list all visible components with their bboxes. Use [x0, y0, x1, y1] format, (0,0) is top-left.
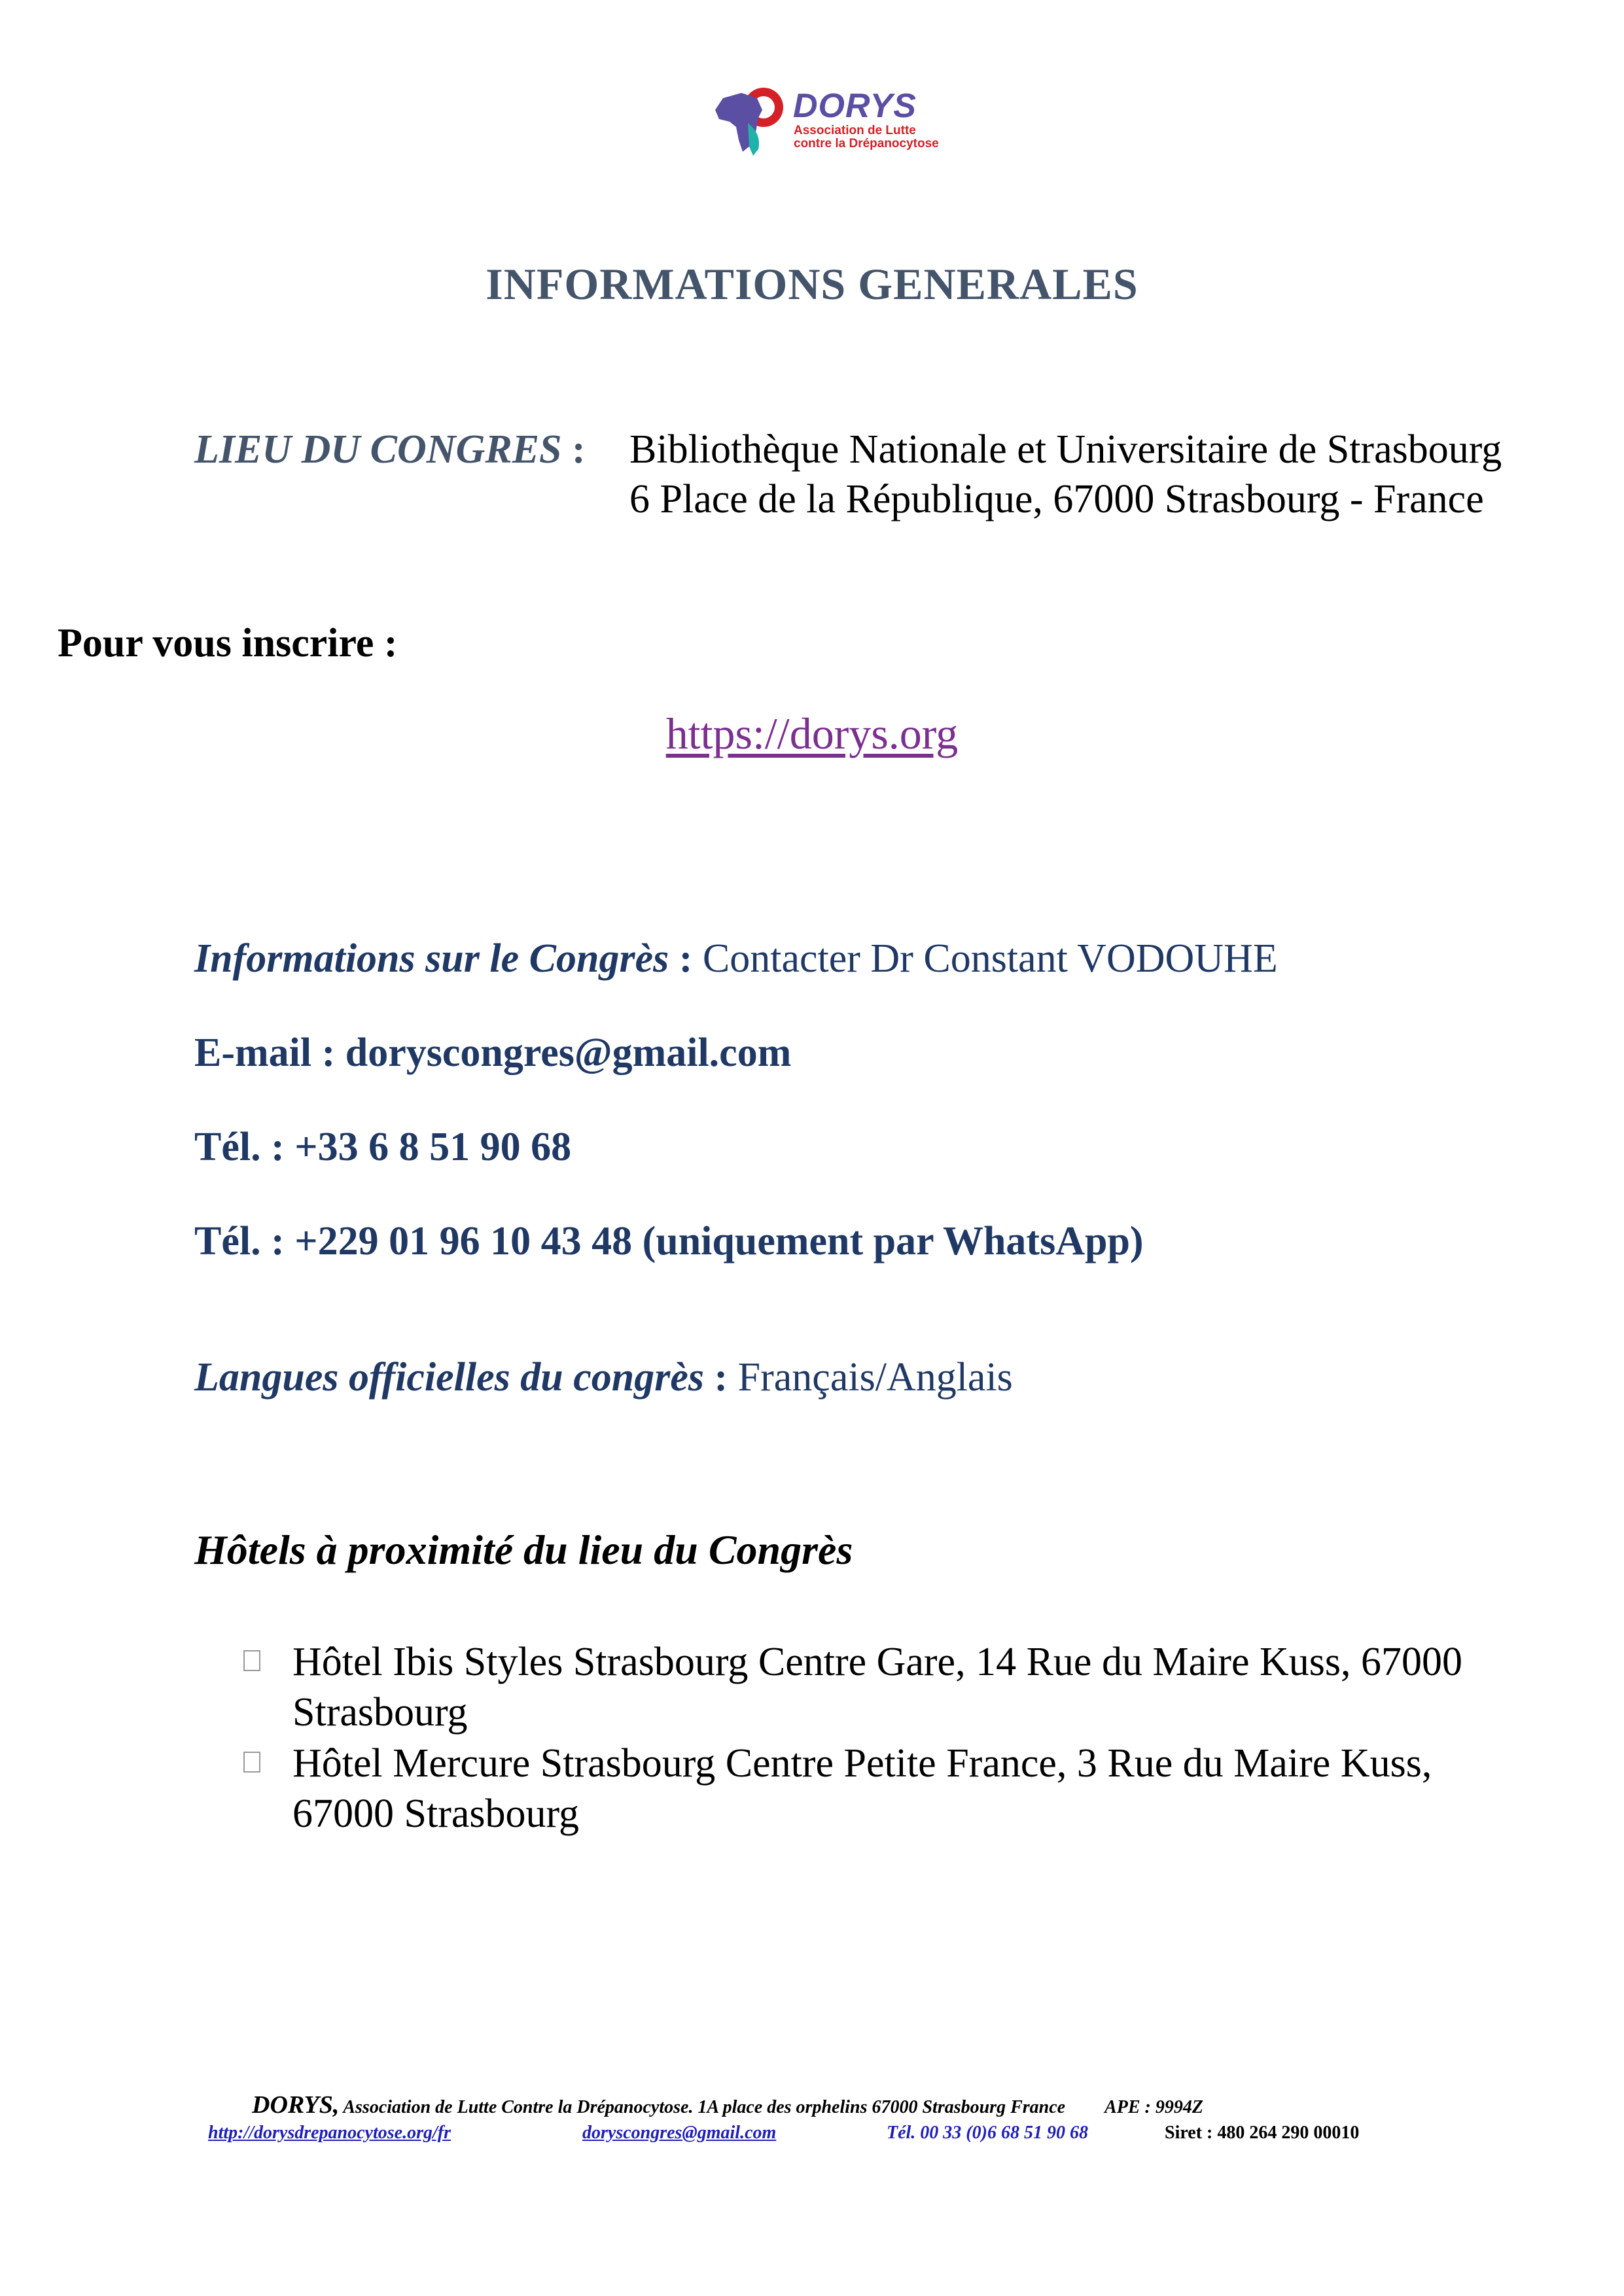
hotel-name-address: Hôtel Mercure Strasbourg Centre Petite France, 3 Rue du Maire Kuss, 67000 Strasbourg	[292, 1741, 1432, 1836]
languages-label: Langues officielles du congrès	[194, 1355, 704, 1400]
venue-name: Bibliothèque Nationale et Universitaire de Strasbourg	[629, 427, 1502, 472]
footer-siret: Siret : 480 264 290 00010	[1165, 2123, 1360, 2143]
footer-website[interactable]: http://dorysdrepanocytose.org/fr	[208, 2123, 451, 2143]
registration-link[interactable]: https://dorys.org	[665, 709, 959, 758]
contact-email: E-mail : doryscongres@gmail.com	[194, 1031, 792, 1075]
venue-label: LIEU DU CONGRES	[194, 427, 562, 472]
bullet-box-icon	[243, 1752, 260, 1773]
contact-phone-whatsapp: Tél. : +229 01 96 10 43 48 (uniquement par WhatsApp)	[194, 1219, 1144, 1263]
logo-subtitle-line1: Association de Lutte	[794, 124, 916, 137]
hotels-heading: Hôtels à proximité du lieu du Congrès	[194, 1527, 853, 1573]
languages-separator: :	[704, 1355, 738, 1400]
venue-label-row	[194, 427, 586, 473]
footer-address: Association de Lutte Contre la Drépanocytose. 1A place des orphelins 67000 Strasbourg France	[339, 2097, 1066, 2117]
congress-info-value: Contacter Dr Constant VODOUHE	[702, 936, 1278, 981]
page-title: INFORMATIONS GENERALES	[485, 259, 1139, 309]
footer-address-line	[252, 2091, 1203, 2119]
bullet-box-icon	[243, 1650, 260, 1671]
languages-value: Français/Anglais	[737, 1355, 1013, 1400]
venue-colon: :	[561, 427, 586, 472]
dorys-logo	[710, 84, 972, 162]
languages-row	[194, 1354, 1013, 1401]
footer-ape: APE : 9994Z	[1104, 2097, 1203, 2117]
africa-map-icon	[710, 84, 792, 162]
congress-info-separator: :	[669, 936, 703, 981]
footer-phone: Tél. 00 33 (0)6 68 51 90 68	[887, 2123, 1088, 2143]
footer-brand: DORYS,	[252, 2091, 340, 2119]
logo-subtitle-line2: contre la Drépanocytose	[794, 137, 939, 150]
contact-phone-france: Tél. : +33 6 8 51 90 68	[194, 1125, 572, 1169]
registration-label: Pour vous inscrire :	[58, 621, 398, 665]
hotel-name-address: Hôtel Ibis Styles Strasbourg Centre Gare, 14 Rue du Maire Kuss, 67000 Strasbourg	[292, 1640, 1463, 1735]
footer-email[interactable]: doryscongres@gmail.com	[582, 2123, 777, 2143]
congress-info-label: Informations sur le Congrès	[194, 936, 669, 981]
logo-name: DORYS	[793, 87, 917, 125]
venue-address: 6 Place de la République, 67000 Strasbourg - France	[629, 477, 1484, 521]
congress-info-row	[194, 936, 1278, 982]
